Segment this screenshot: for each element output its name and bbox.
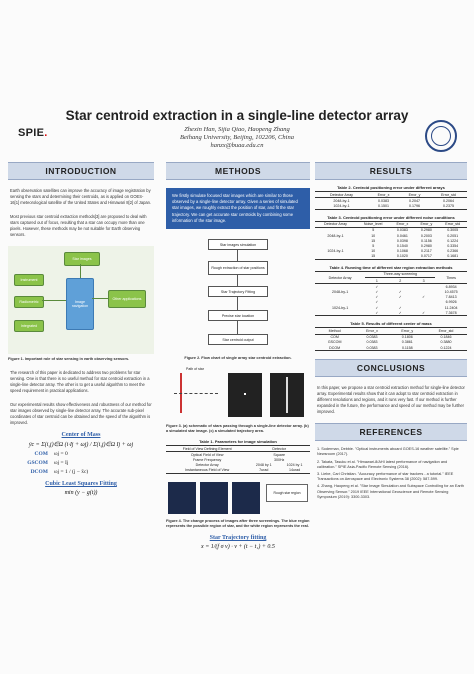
noise-error-table: Detector Array Noise_level Error_x Error_y Error_std 5 0.0383 0.2980 0.3005 2048-by-1 10 0.0461 0.2003 0.2051 15 0.0398 0.1156 0.1224 5 0.1540 0.2980 0.3354 1024-by-1 10 0.1068 0.2117 0.2366 15 0.1020 0.0717 0.1681 [315,221,467,260]
screening-image [168,482,196,514]
flow-arrow [237,296,238,310]
section-heading-references: REFERENCES [315,423,467,441]
flow-arrow [237,249,238,261]
trajectory-heading: Star Trajectory fitting [209,534,267,541]
simulated-star-image [228,373,262,417]
figure-1-caption: Figure 1. Important role of star sensing in earth observing sensors. [8,357,130,361]
authors: Zhexin Han, Sijia Qiao, Haopeng Zhang [184,126,290,133]
intro-paragraph-1: Earth observation satellites can improve the accuracy of image registration by sensing the stars and determining their centroids, as is applied on GOES-16[1] meteorological satellite of the United States and Himawari 8[2] of Japan. [10,188,152,205]
flow-step: Star images simulation [208,239,268,250]
instrument-node: Instrument [14,274,44,286]
spie-logo: SPIE. [18,127,48,139]
star-path-figure [166,367,310,421]
table-2-title: Table 2. Centroid positioning error under different arrays [337,185,445,190]
arrow-connector [42,300,66,301]
reference-item: 1. Soderman, Debbie. "Optical instruments aboard GOES-16 weather satellite." Spie Newsroom (2017). [317,447,459,457]
screening-image [200,482,228,514]
reference-item: 3. Liebe, Carl Christian. "Accuracy performance of star trackers - a tutorial." IEEE Transactions on Aerospace and Electronic Systems 38 (2002): 587-599. [317,471,454,482]
flow-arrow [237,274,238,286]
path-label: Path of star [186,367,204,372]
center-of-mass-formula: ȳc = Σ(i,j)∈Ω (i·Ij + ωj) / Σ(i,j)∈Ω Ij + ωj [28,442,134,448]
results-column [315,162,467,502]
other-applications-node: Other applications [108,290,146,308]
flow-step: Rough extraction of star positions [208,261,268,275]
radiometric-node: Radiometric [14,296,44,308]
star-point [244,393,246,395]
conclusions-paragraph: In this paper, we propose a star centroid extraction method for single-line detector array. Experimental results show that it can adopt to star centroid extraction in different resolutions and regions, and it runs very fast. If our method is further expanded in the future, the performance and speed of our method may be further improved. [317,385,465,415]
center-of-mass-heading: Center of Mass [61,432,101,438]
figure-2-caption: Figure 2. Flow chart of single array star centroid extraction. [184,356,292,361]
methods-column [166,162,310,550]
reference-item: 2. Takata, Tasuku et al. "Himawari-8/AHI latest performance of navigation and calibration." SPIE Asia-Pacific Remote Sensing (2016). [317,459,448,469]
parameters-table: Field of View Defining Element Detector Optical Field of View Square Frame Frequency 300Hz Detector Array 2048 by 1 1024 by 1 Instantaneous Field of View 7urad 14urad [166,445,310,474]
star-path [174,393,218,394]
intro-paragraph-3: The research of this paper is dedicated to address two problems for star sensing. One is that there is no useful method for star centroid extraction in a single-line detector array. The other is to get a useful algorithm to meet the speed requirement in practical applications. [10,370,150,393]
figure-4-caption: Figure 4. The change process of images after three screenings. The blue region represents the possible region of star, and the white region represents the real. [166,518,310,528]
intro-paragraph-4: Our experimental results show effectiveness and robustness of our method for star images observed by single-line detector array. The accurate sub-pixel coordinates of star centroid can be obtained and the speed of the algorithm is improved. [10,402,152,425]
least-squares-heading: Cubic Least Squares Fitting [45,481,117,487]
table-1-title: Table 1. Parameters for image simulation [199,439,277,445]
flow-step: Star centroid output [208,334,268,345]
trajectory-line [286,377,288,413]
affiliation: Beihang University, Beijing, 102206, China [180,134,294,141]
integrated-node: Integrated [14,320,44,332]
section-heading-results: RESULTS [315,162,467,180]
email: hanzx@buaa.edu.cn [210,142,264,149]
intro-paragraph-2: Most previous star centroid extraction methods[3] are proposed to deal with stars captured out of focus, resulting that a star can occupy more than one pixels. However, these methods may be not suitable for Earth observing sensors. [10,214,147,237]
dcom-formula: DCOM ωj = 1 / (j − x̄c) [30,469,89,475]
arrow-connector [80,264,81,278]
figure-3-caption: Figure 3. (a) schematic of stars passing through a single-line detector array. (b) a simulated star image. (c) a simulated trajectory area. [166,424,309,434]
section-heading-conclusions: CONCLUSIONS [315,359,467,377]
introduction-column [8,162,154,496]
gscom-formula: GSCOM ωj = Ij [27,460,69,466]
section-heading-methods: METHODS [166,162,310,180]
table-5-title: Table 5. Results of different center of mass [350,321,432,327]
references-list [315,447,467,500]
trajectory-formula: x = 1/(f σ v) · v + (t − t₁) + 0.5 [201,543,275,550]
flow-arrow [237,320,238,334]
com-formula: COM ωj = 0 [34,451,68,457]
center-of-mass-table: Method Error_x Error_y Error_std COM 0.0383 0.1806 0.1846 GSCOM 0.0383 0.3861 0.3880 DCOM 0.0383 0.1158 0.1224 [315,327,467,351]
screening-image [232,482,260,514]
array-error-table: Detector Array Error_x Error_y Error_std 2048-by-1 0.0383 0.2047 0.2064 1024-by-1 0.1501 0.1796 0.2375 [315,191,467,210]
methods-summary-box: We firstly simulate focused star images which are similar to those observed by a single-line detector array. Given a series of simulated star images, we roughly extract the position of star, and fit the star trajectory. We can get accurate star centroids by combining some information of the star image. [166,188,310,229]
flow-step: Precise star location [208,310,268,321]
table-3-title: Table 3. Centroid positioning error under different noise conditions [327,214,455,220]
reference-item: 4. Zhang, Haopeng et al. "Star Image Simulation and Subspace Controlling for an Earth Observing Sensor." 2019 IEEE International Geoscience and Remote Sensing Symposium (2019): 3300-3303. [317,484,464,499]
poster-title: Star centroid extraction in a single-line detector array [65,108,409,123]
running-time-table: Detector Array Three-way screening Times 1 2 3 ✓ 6.8934 2048-by-1 ✓ ✓ 10.4575 ✓ ✓ ✓ 7.8413 ✓ 6.9926 1024-by-1 ✓ ✓ 11.2404 ✓ ✓ ✓ 7.3678 [315,271,467,317]
rough-region-note: Rough star region [266,484,308,502]
least-squares-formula: min (y − g(t)) [64,490,98,496]
flow-chart [166,235,310,353]
screening-images [166,480,310,516]
arrow-connector [92,298,108,299]
table-4-title: Table 4. Running time of different star region extraction methods [329,264,453,270]
star-images-node: Star images [64,252,100,266]
flow-step: Star Trajectory Fitting [208,286,268,297]
star-sensing-diagram [8,246,154,354]
section-heading-introduction: INTRODUCTION [8,162,154,180]
image-navigation-node: Image navigation [66,278,94,330]
